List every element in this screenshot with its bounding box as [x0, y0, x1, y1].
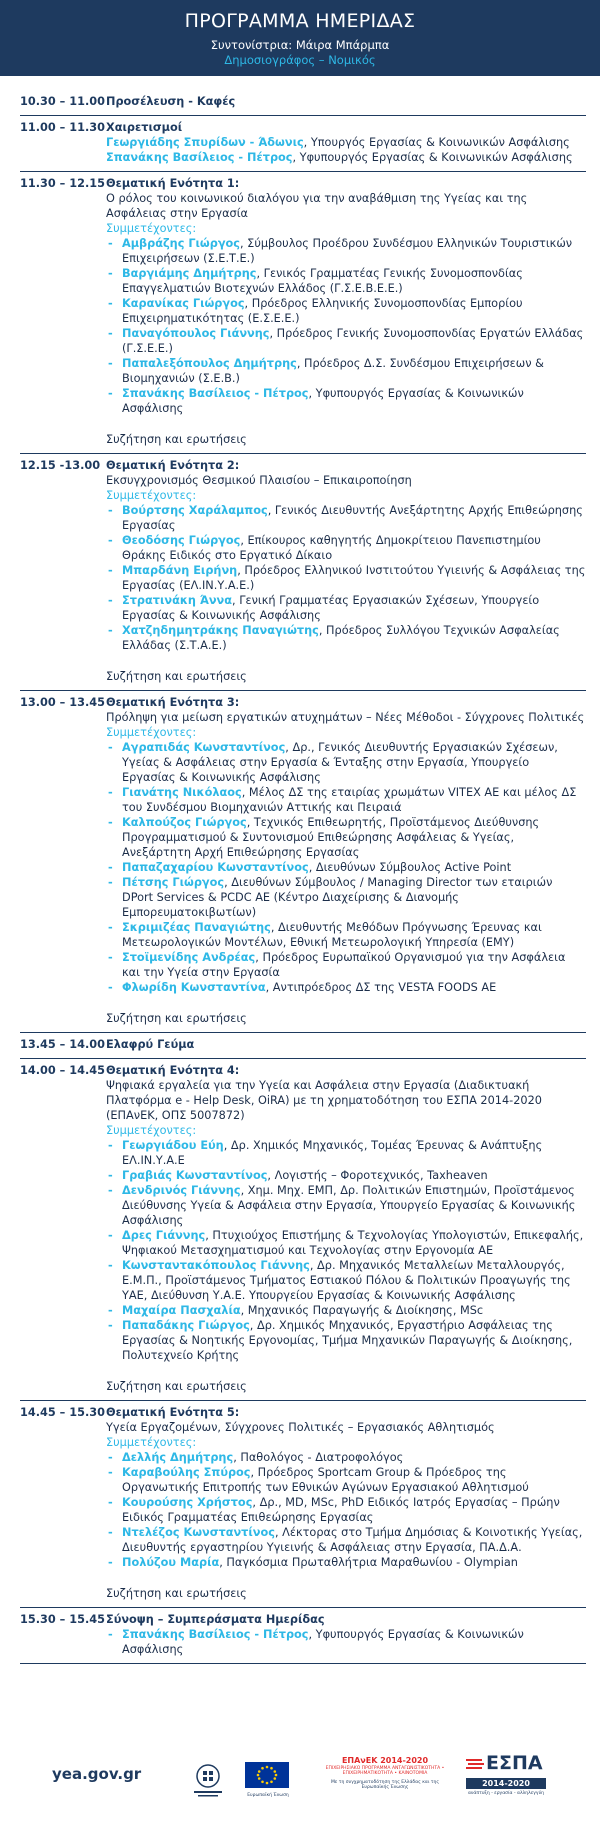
session-subject: Υγεία Εργαζομένων, Σύγχρονες Πολιτικές – Εργασιακός Αθλητισμός — [106, 1421, 495, 1434]
session-title: Θεματική Ενότητα 4: — [106, 1064, 240, 1077]
session-row — [20, 172, 586, 454]
session-time: 14.00 – 14.45 — [20, 1064, 105, 1077]
discussion-note: Συζήτηση και ερωτήσεις — [106, 1587, 247, 1600]
participant-name: Κουρούσης Χρήστος — [122, 1496, 253, 1509]
session-title: Θεματική Ενότητα 3: — [106, 696, 240, 709]
participant-role: , Γενική Γραμματέας Εργασιακών Σχέσεων, Υπουργείο Εργασίας & Κοινωνικής Ασφάλισης — [122, 594, 540, 622]
website-link[interactable]: yea.gov.gr — [52, 1765, 142, 1783]
participant-item — [106, 1183, 586, 1228]
session-body — [106, 120, 586, 165]
participants-label: Συμμετέχοντες: — [106, 1436, 197, 1449]
session-subject: Ο ρόλος του κοινωνικού διαλόγου για την αναβάθμιση της Υγείας και της Ασφάλειας στην Εργασία — [106, 192, 528, 220]
epanek-logo — [318, 1756, 452, 1790]
participant-role: , Πρόεδρος Ελληνικού Ινστιτούτου Υγιεινής & Ασφάλειας της Εργασίας (ΕΛ.ΙΝ.Υ.Α.Ε.) — [122, 564, 586, 592]
participant-name: Δελλής Δημήτρης — [122, 1451, 234, 1464]
participant-name: Γεωργιάδου Εύη — [122, 1139, 224, 1152]
session-body — [106, 458, 586, 684]
participant-role: , Παγκόσμια Πρωταθλήτρια Μαραθωνίου - Olympian — [219, 1556, 518, 1569]
participant-name: Κωνσταντακόπουλος Γιάννης — [122, 1259, 310, 1272]
participant-name: Δρες Γιάννης — [122, 1229, 206, 1242]
participant-item — [106, 593, 586, 623]
participant-role: , Διευθύνων Σύμβουλος Active Point — [308, 861, 512, 874]
participant-role: , Επίκουρος καθηγητής Δημοκρίτειου Πανεπιστημίου Θράκης Ειδικός στο Εργατικό Δίκαιο — [122, 534, 541, 562]
participant-role: , Δρ. Μηχανικός Μεταλλείων Μεταλλουργός, Ε.Μ.Π., Προϊστάμενος Τμήματος Εστιακού Πόλου & Πολιτικών Προαγωγής της ΥΑΕ, Διεύθυνση Υ.Α.Ε. Υπουργείου Εργασίας & Κοινωνικής Ασφάλισης — [122, 1259, 571, 1302]
session-title: Προσέλευση - Καφές — [106, 95, 236, 108]
discussion-note: Συζήτηση και ερωτήσεις — [106, 1380, 247, 1393]
speaker-name: Γεωργιάδης Σπυρίδων - Άδωνις — [106, 136, 304, 149]
speaker-role: , Υπουργός Εργασίας & Κοινωνικών Ασφάλισης — [303, 136, 570, 149]
participant-role: , Πτυχιούχος Επιστήμης & Τεχνολογίας Υπολογιστών, Επικεφαλής, Ψηφιακού Μετασχηματισμού και Τεχνολογίας στην Εργονομία ΑΕ — [122, 1229, 584, 1257]
participant-role: , Διευθύνων Σύμβουλος / Managing Director των εταιριών DPort Services & PCDC AE (Κέντρο Διαχείρισης & Διανομής Εμπορευματοκιβωτίων) — [122, 876, 553, 919]
participant-item — [106, 1555, 586, 1570]
participant-role: , Λέκτορας στο Τμήμα Δημόσιας & Κοινοτικής Υγείας, Διευθυντής εργαστηρίου Υγιεινής & Ασφάλειας στην Εργασία, ΠΑ.Δ.Α. — [122, 1526, 583, 1554]
speaker-role: , Υφυπουργός Εργασίας & Κοινωνικών Ασφάλισης — [292, 151, 573, 164]
participant-item — [106, 563, 586, 593]
participant-name: Ντελέζος Κωνσταντίνος — [122, 1526, 275, 1539]
participant-role: , Γενικός Διευθυντής Ανεξάρτητης Αρχής Επιθεώρησης Εργασίας — [122, 504, 583, 532]
participant-name: Παπαζαχαρίου Κωνσταντίνος — [122, 861, 309, 874]
session-time: 13.00 – 13.45 — [20, 696, 105, 709]
participant-role: , Υφυπουργός Εργασίας & Κοινωνικών Ασφάλισης — [122, 387, 524, 415]
espa-motto: ανάπτυξη - εργασία - αλληλεγγύη — [467, 1791, 545, 1796]
participants-label: Συμμετέχοντες: — [106, 222, 197, 235]
participant-name: Μαχαίρα Πασχαλία — [122, 1304, 241, 1317]
session-time: 11.30 – 12.15 — [20, 177, 105, 190]
participant-item — [106, 1168, 586, 1183]
participant-item — [106, 236, 586, 266]
participant-name: Παναγόπουλος Γιάννης — [122, 327, 270, 340]
participant-role: , Τεχνικός Επιθεωρητής, Προϊστάμενος Διεύθυνσης Προγραμματισμού & Συντονισμού Επιθεώρησης Ασφάλειας & Υγείας, Ανεξάρτητη Αρχή Επιθεώρησης Εργασίας — [122, 816, 540, 859]
epanek-note: Με τη συγχρηματοδότηση της Ελλάδας και της Ευρωπαϊκής Ένωσης — [331, 1780, 439, 1790]
participant-name: Θεοδόσης Γιώργος — [122, 534, 241, 547]
participant-name: Σπανάκης Βασίλειος - Πέτρος — [122, 1628, 309, 1641]
participant-item — [106, 326, 586, 356]
participants-list — [106, 1138, 586, 1363]
moderator: Συντονίστρια: Μάιρα Μπάρμπα — [210, 38, 390, 52]
session-row — [20, 454, 586, 691]
program-sessions — [0, 76, 600, 1664]
participants-list — [106, 1450, 586, 1570]
session-time: 10.30 – 11.00 — [20, 95, 105, 108]
session-time: 11.00 – 11.30 — [20, 121, 105, 134]
participant-item — [106, 386, 586, 416]
participants-label: Συμμετέχοντες: — [106, 1124, 197, 1137]
participant-item — [106, 815, 586, 860]
participant-name: Γιανάτης Νικόλαος — [122, 786, 242, 799]
participant-role: , Παθολόγος - Διατροφολόγος — [233, 1451, 404, 1464]
participant-role: , Δρ., Γενικός Διευθυντής Εργασιακών Σχέσεων, Υγείας & Ασφάλειας στην Εργασία & Ένταξης στην Εργασία, Υπουργείο Εργασίας & Κοινωνικής Ασφάλισης — [122, 741, 558, 784]
participant-role: , Πρόεδρος Sportcam Group & Πρόεδρος της Οργανωτικής Επιτροπής των Εθνικών Αγώνων Εργασιακού Αθλητισμού — [122, 1466, 529, 1494]
eu-flag-icon — [245, 1762, 289, 1794]
footer — [0, 1740, 600, 1810]
participant-role: , Πρόεδρος Ευρωπαϊκού Οργανισμού για την Ασφάλεια και την Υγεία στην Εργασία — [122, 951, 566, 979]
discussion-note: Συζήτηση και ερωτήσεις — [106, 433, 247, 446]
participant-role: , Υφυπουργός Εργασίας & Κοινωνικών Ασφάλισης — [122, 1628, 524, 1656]
participant-name: Χατζηδημητράκης Παναγιώτης — [122, 624, 319, 637]
participant-name: Πέτσης Γιώργος — [122, 876, 225, 889]
participants-label: Συμμετέχοντες: — [106, 726, 197, 739]
session-row — [20, 1059, 586, 1401]
participant-item — [106, 1450, 586, 1465]
participant-name: Αμβράζης Γιώργος — [122, 237, 240, 250]
participant-item — [106, 980, 586, 995]
participant-role: , Σύμβουλος Προέδρου Συνδέσμου Ελληνικών Τουριστικών Επιχειρήσεων (Σ.Ε.Τ.Ε.) — [122, 237, 573, 265]
participant-role: , Μηχανικός Παραγωγής & Διοίκησης, MSc — [240, 1304, 484, 1317]
participant-name: Βαργιάμης Δημήτρης — [122, 267, 257, 280]
session-row — [20, 1608, 586, 1664]
session-title: Ελαφρύ Γεύμα — [106, 1038, 195, 1051]
speaker-item — [106, 135, 586, 150]
espa-title: ΕΣΠΑ — [486, 1752, 543, 1774]
participant-name: Βούρτσης Χαράλαμπος — [122, 504, 268, 517]
participant-role: , Πρόεδρος Γενικής Συνομοσπονδίας Εργατών Ελλάδας (Γ.Σ.Ε.Ε.) — [122, 327, 584, 355]
participant-item — [106, 785, 586, 815]
session-time: 12.15 -13.00 — [20, 459, 101, 472]
participant-name: Φλωρίδη Κωνσταντίνα — [122, 981, 266, 994]
participant-item — [106, 1258, 586, 1303]
session-title: Χαιρετισμοί — [106, 121, 183, 134]
greek-republic-emblem-icon — [190, 1760, 226, 1800]
participants-list — [106, 236, 586, 416]
session-subject: Ψηφιακά εργαλεία για την Υγεία και Ασφάλεια στην Εργασία (Διαδικτυακή Πλατφόρμα e - Help Desk, OiRA) με τη χρηματοδότηση του ΕΣΠΑ 2014-2020 (ΕΠΑνΕΚ, ΟΠΣ 5007872) — [106, 1079, 542, 1122]
participant-name: Δενδρινός Γιάννης — [122, 1184, 241, 1197]
participant-item — [106, 266, 586, 296]
session-title: Θεματική Ενότητα 5: — [106, 1406, 240, 1419]
session-body — [106, 1612, 586, 1657]
participant-role: , Μέλος ΔΣ της εταιρίας χρωμάτων VITEX AE και μέλος ΔΣ του Συνδέσμου Βιομηχανιών Αττικής και Πειραιά — [122, 786, 577, 814]
participant-name: Παπαδάκης Γιώργος — [122, 1319, 250, 1332]
participants-list — [106, 740, 586, 995]
participant-role: , Αντιπρόεδρος ΔΣ της VESTA FOODS AE — [265, 981, 497, 994]
participant-name: Στοϊμενίδης Ανδρέας — [122, 951, 256, 964]
participant-item — [106, 356, 586, 386]
session-time: 13.45 – 14.00 — [20, 1038, 105, 1051]
participant-role: , Γενικός Γραμματέας Γενικής Συνομοσπονδίας Επαγγελματιών Βιοτεχνών Ελλάδος (Γ.Σ.Ε.Β.Ε.Ε.) — [122, 267, 523, 295]
session-row — [20, 1401, 586, 1608]
session-row — [20, 90, 586, 116]
participant-item — [106, 875, 586, 920]
session-time: 14.45 – 15.30 — [20, 1406, 105, 1419]
participant-role: , Λογιστής – Φοροτεχνικός, Taxheaven — [267, 1169, 488, 1182]
participant-item — [106, 296, 586, 326]
discussion-note: Συζήτηση και ερωτήσεις — [106, 1012, 247, 1025]
participant-name: Γραβιάς Κωνσταντίνος — [122, 1169, 268, 1182]
participant-name: Σπανάκης Βασίλειος - Πέτρος — [122, 387, 309, 400]
participant-role: , Πρόεδρος Συλλόγου Τεχνικών Ασφαλείας Ελλάδας (Σ.Τ.Α.Ε.) — [122, 624, 560, 652]
participant-role: , Πρόεδρος Δ.Σ. Συνδέσμου Επιχειρήσεων & Βιομηχανιών (Σ.Ε.Β.) — [122, 357, 544, 385]
participant-role: , Διευθυντής Μεθόδων Πρόγνωσης Έρευνας και Μετεωρολογικών Μοντέλων, Εθνική Μετεωρολογική Υπηρεσία (ΕΜΥ) — [122, 921, 542, 949]
participant-role: , Δρ. Χημικός Μηχανικός, Εργαστήριο Ασφάλειας της Εργασίας & Νοητικής Εργονομίας, Τμήμα Μηχανικών Παραγωγής & Διοίκησης, Πολυτεχνείο Κρήτης — [122, 1319, 573, 1362]
session-body — [106, 1405, 586, 1601]
participant-name: Μπαρδάνη Ειρήνη — [122, 564, 238, 577]
participant-item — [106, 950, 586, 980]
session-subject: Εκσυγχρονισμός Θεσμικού Πλαισίου – Επικαιροποίηση — [106, 474, 412, 487]
espa-years: 2014-2020 — [466, 1778, 546, 1789]
participant-role: , Χημ. Μηχ. ΕΜΠ, Δρ. Πολιτικών Επιστημών, Προϊστάμενος Διεύθυνσης Υγεία & Ασφάλεια στην Εργασία, Υπουργείο Εργασίας & Κοινωνικής Ασφάλισης — [122, 1184, 576, 1227]
participant-name: Καραβούλης Σπύρος — [122, 1466, 251, 1479]
participants-list — [106, 1627, 586, 1657]
participant-item — [106, 1495, 586, 1525]
session-body — [106, 1037, 586, 1052]
participant-name: Αγραπιδάς Κωνσταντίνος — [122, 741, 286, 754]
epanek-title: ΕΠΑνΕΚ 2014-2020 — [341, 1756, 429, 1765]
session-subject: Πρόληψη για μείωση εργατικών ατυχημάτων – Νέες Μέθοδοι - Σύγχρονες Πολιτικές — [106, 711, 585, 724]
session-title: Θεματική Ενότητα 1: — [106, 177, 240, 190]
session-time: 15.30 – 15.45 — [20, 1613, 105, 1626]
participant-role: , Δρ. Χημικός Μηχανικός, Τομέας Έρευνας & Ανάπτυξης ΕΛ.ΙΝ.Υ.Α.Ε — [122, 1139, 543, 1167]
participant-item — [106, 920, 586, 950]
participant-name: Παπαλεξόπουλος Δημήτρης — [122, 357, 297, 370]
participants-list — [106, 503, 586, 653]
program-header — [0, 0, 600, 76]
participant-item — [106, 860, 586, 875]
espa-arrow-icon — [466, 1758, 484, 1770]
participant-name: Πολύζου Μαρία — [122, 1556, 220, 1569]
session-body — [106, 695, 586, 1026]
speaker-item — [106, 150, 586, 165]
participant-item — [106, 1465, 586, 1495]
participant-item — [106, 1525, 586, 1555]
program-title: ΠΡΟΓΡΑΜΜΑ ΗΜΕΡΙΔΑΣ — [184, 10, 416, 32]
participant-name: Καρανίκας Γιώργος — [122, 297, 245, 310]
participant-item — [106, 740, 586, 785]
participant-role: , Πρόεδρος Ελληνικής Συνομοσπονδίας Εμπορίου Επιχειρηματικότητας (Ε.Σ.Ε.Ε.) — [122, 297, 523, 325]
eu-label: Ευρωπαϊκή Ένωση — [247, 1793, 289, 1798]
participant-item — [106, 503, 586, 533]
session-title: Σύνοψη – Συμπεράσματα Ημερίδας — [106, 1613, 325, 1626]
participant-item — [106, 1138, 586, 1168]
session-body — [106, 176, 586, 447]
participant-item — [106, 533, 586, 563]
participant-item — [106, 1627, 586, 1657]
session-body — [106, 94, 586, 109]
participant-item — [106, 1318, 586, 1363]
participant-name: Καλπούζος Γιώργος — [122, 816, 247, 829]
discussion-note: Συζήτηση και ερωτήσεις — [106, 670, 247, 683]
participant-role: , Δρ., MD, MSc, PhD Ειδικός Ιατρός Εργασίας – Πρώην Ειδικός Γραμματέας Επιθεώρησης Εργασίας — [122, 1496, 560, 1524]
session-row — [20, 116, 586, 172]
session-row — [20, 1033, 586, 1059]
participant-item — [106, 1303, 586, 1318]
participant-name: Σκριμιζέας Παναγιώτης — [122, 921, 271, 934]
epanek-subtitle: ΕΠΙΧΕΙΡΗΣΙΑΚΟ ΠΡΟΓΡΑΜΜΑ ΑΝΤΑΓΩΝΙΣΤΙΚΟΤΗΤΑ • ΕΠΙΧΕΙΡΗΜΑΤΙΚΟΤΗΤΑ • ΚΑΙΝΟΤΟΜΙΑ — [325, 1766, 445, 1776]
session-title: Θεματική Ενότητα 2: — [106, 459, 240, 472]
session-body — [106, 1063, 586, 1394]
participant-name: Στρατινάκη Άννα — [122, 594, 233, 607]
speaker-name: Σπανάκης Βασίλειος - Πέτρος — [106, 151, 293, 164]
participant-item — [106, 623, 586, 653]
moderator-role: Δημοσιογράφος – Νομικός — [224, 53, 376, 67]
participant-item — [106, 1228, 586, 1258]
session-row — [20, 691, 586, 1033]
participants-label: Συμμετέχοντες: — [106, 489, 197, 502]
